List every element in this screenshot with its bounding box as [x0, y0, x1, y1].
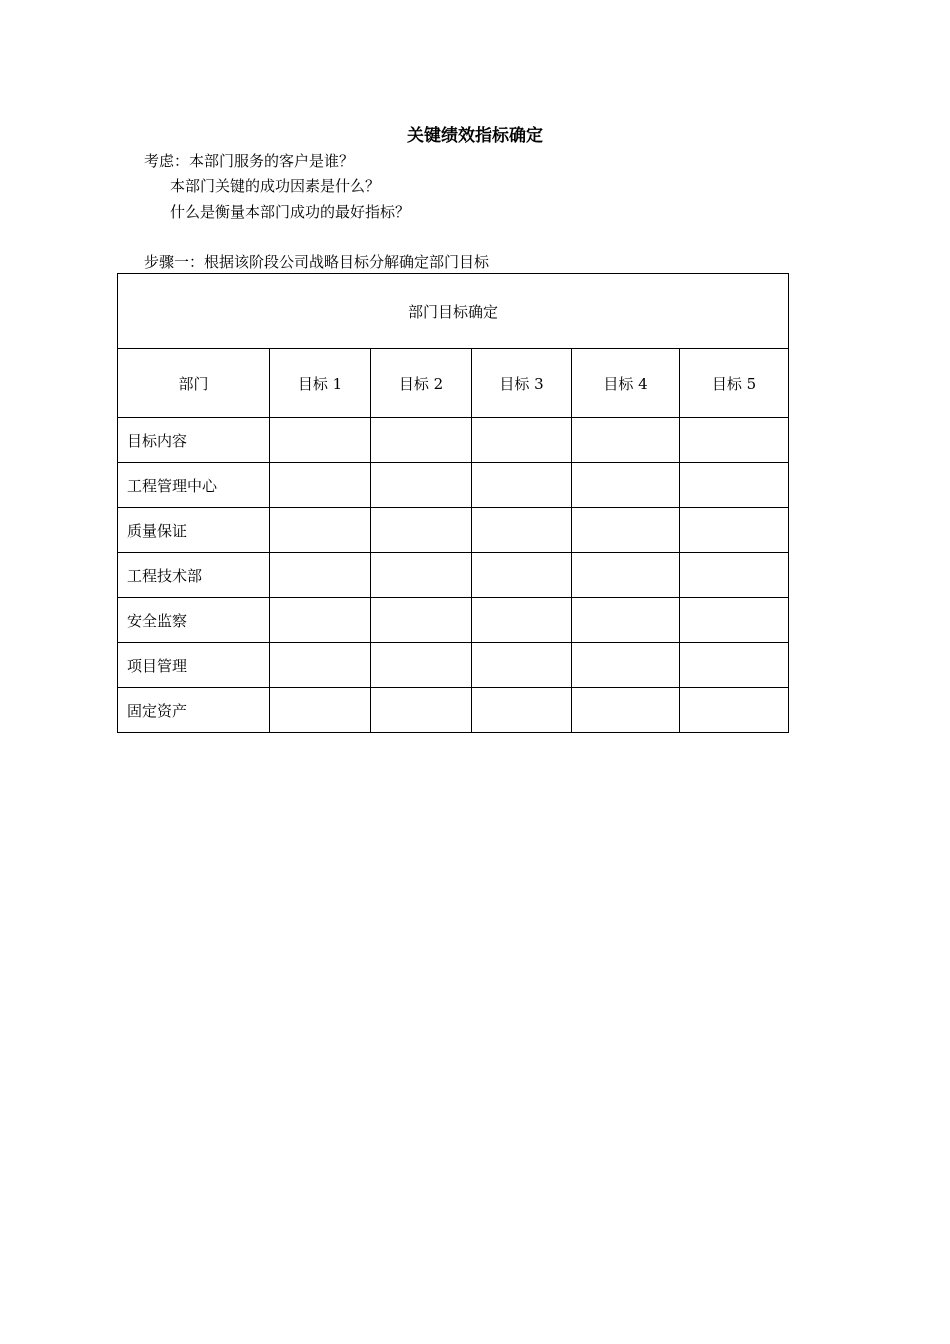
table-caption: 部门目标确定 — [118, 274, 789, 349]
goal-cell-5 — [680, 463, 789, 508]
goal-cell-2 — [371, 553, 472, 598]
consider-line-best-indicator: 什么是衡量本部门成功的最好指标？ — [170, 203, 411, 221]
goal-cell-1 — [270, 418, 371, 463]
goal-cell-3 — [472, 688, 572, 733]
header-department: 部门 — [118, 349, 270, 418]
goal-cell-2 — [371, 418, 472, 463]
goal-cell-2 — [371, 598, 472, 643]
table-row — [118, 688, 789, 733]
table-row — [118, 508, 789, 553]
page-title: 关键绩效指标确定 — [407, 126, 543, 146]
goal-cell-5 — [680, 553, 789, 598]
goal-cell-5 — [680, 418, 789, 463]
goal-cell-2 — [371, 643, 472, 688]
header-goal-2: 目标 2 — [371, 349, 472, 418]
goal-cell-3 — [472, 508, 572, 553]
consider-line-customers: 考虑：本部门服务的客户是谁？ — [144, 152, 355, 170]
table-header-row — [118, 349, 789, 418]
goal-cell-4 — [572, 418, 680, 463]
goal-cell-1 — [270, 553, 371, 598]
table-row — [118, 463, 789, 508]
header-goal-3: 目标 3 — [472, 349, 572, 418]
consider-line-success-factors: 本部门关键的成功因素是什么？ — [170, 177, 381, 195]
goal-cell-5 — [680, 598, 789, 643]
goal-cell-3 — [472, 463, 572, 508]
table-row — [118, 643, 789, 688]
goal-cell-4 — [572, 508, 680, 553]
goal-cell-1 — [270, 643, 371, 688]
row-department-label: 目标内容 — [118, 418, 270, 463]
goal-cell-3 — [472, 598, 572, 643]
goal-cell-4 — [572, 643, 680, 688]
table-row — [118, 418, 789, 463]
row-department-label: 安全监察 — [118, 598, 270, 643]
row-department-label: 项目管理 — [118, 643, 270, 688]
header-goal-1: 目标 1 — [270, 349, 371, 418]
goal-cell-5 — [680, 688, 789, 733]
goal-cell-4 — [572, 598, 680, 643]
header-goal-4: 目标 4 — [572, 349, 680, 418]
goal-cell-3 — [472, 418, 572, 463]
row-department-label: 质量保证 — [118, 508, 270, 553]
goal-cell-2 — [371, 508, 472, 553]
row-department-label: 工程技术部 — [118, 553, 270, 598]
table-caption-row — [118, 274, 789, 349]
row-department-label: 固定资产 — [118, 688, 270, 733]
goal-cell-2 — [371, 688, 472, 733]
goal-cell-5 — [680, 643, 789, 688]
goal-cell-4 — [572, 553, 680, 598]
table-row — [118, 553, 789, 598]
goal-cell-1 — [270, 508, 371, 553]
goal-cell-3 — [472, 643, 572, 688]
goal-cell-4 — [572, 463, 680, 508]
table-row — [118, 598, 789, 643]
goal-cell-1 — [270, 688, 371, 733]
goal-cell-3 — [472, 553, 572, 598]
goal-cell-5 — [680, 508, 789, 553]
department-goals-table — [117, 273, 789, 733]
goal-cell-1 — [270, 463, 371, 508]
header-goal-5: 目标 5 — [680, 349, 789, 418]
goal-cell-1 — [270, 598, 371, 643]
goal-cell-4 — [572, 688, 680, 733]
step-one-text: 步骤一：根据该阶段公司战略目标分解确定部门目标 — [144, 253, 490, 271]
row-department-label: 工程管理中心 — [118, 463, 270, 508]
goal-cell-2 — [371, 463, 472, 508]
